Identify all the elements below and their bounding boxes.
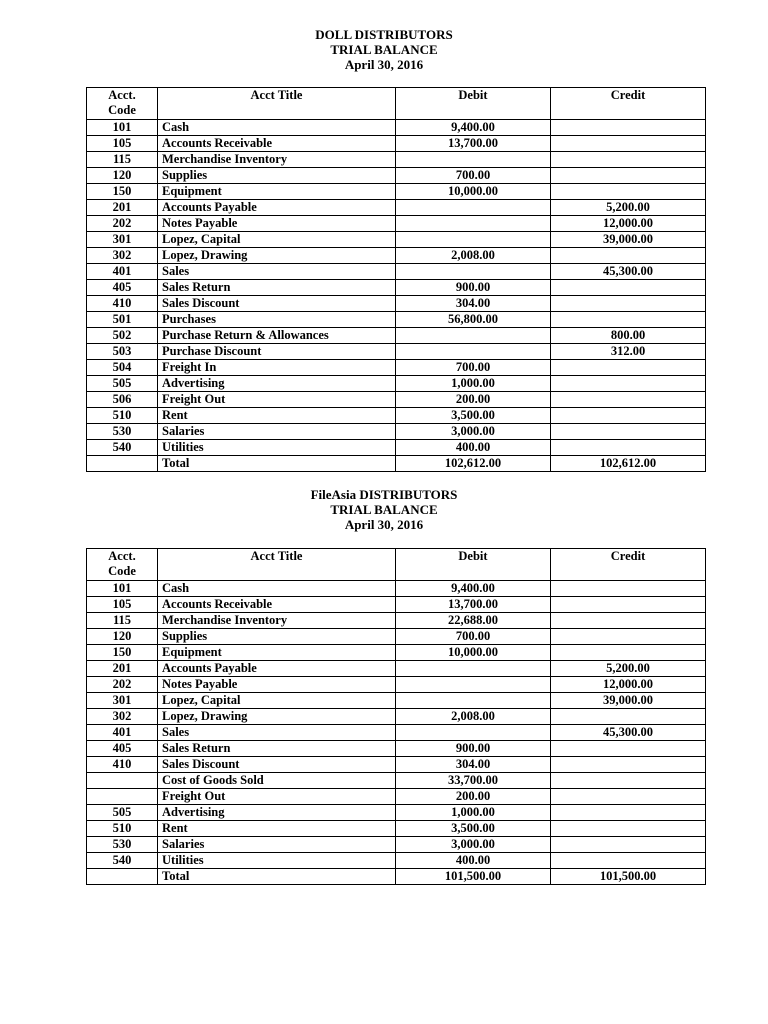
table-row [87, 629, 706, 645]
acct-code-cell: 505 [87, 376, 158, 392]
acct-code-cell: 401 [87, 725, 158, 741]
acct-title-cell: Cash [158, 120, 396, 136]
acct-code-cell: 201 [87, 661, 158, 677]
header-credit: Credit [551, 88, 706, 120]
company-name: DOLL DISTRIBUTORS [315, 27, 453, 42]
debit-cell: 33,700.00 [396, 773, 551, 789]
table-row [87, 837, 706, 853]
credit-cell: 312.00 [551, 344, 706, 360]
acct-title-cell: Lopez, Capital [158, 693, 396, 709]
table-row [87, 216, 706, 232]
acct-code-cell: 302 [87, 248, 158, 264]
table-header-row [87, 549, 706, 581]
table-row [87, 757, 706, 773]
acct-title-cell: Rent [158, 408, 396, 424]
credit-cell: 102,612.00 [551, 456, 706, 472]
acct-code-cell: 301 [87, 232, 158, 248]
acct-code-cell: 105 [87, 136, 158, 152]
credit-cell [551, 168, 706, 184]
credit-cell: 12,000.00 [551, 677, 706, 693]
acct-title-cell: Purchase Discount [158, 344, 396, 360]
acct-code-cell: 540 [87, 440, 158, 456]
table-row [87, 312, 706, 328]
debit-cell: 304.00 [396, 296, 551, 312]
table-row [87, 645, 706, 661]
debit-cell: 3,000.00 [396, 424, 551, 440]
table-row [87, 424, 706, 440]
credit-cell [551, 136, 706, 152]
table-row [87, 581, 706, 597]
credit-cell [551, 312, 706, 328]
debit-cell: 400.00 [396, 440, 551, 456]
acct-code-cell: 150 [87, 184, 158, 200]
credit-cell [551, 581, 706, 597]
credit-cell [551, 440, 706, 456]
debit-cell: 900.00 [396, 280, 551, 296]
acct-code-cell: 506 [87, 392, 158, 408]
acct-code-cell: 120 [87, 168, 158, 184]
debit-cell: 700.00 [396, 629, 551, 645]
debit-cell: 56,800.00 [396, 312, 551, 328]
acct-code-cell [87, 773, 158, 789]
acct-code-cell: 201 [87, 200, 158, 216]
debit-cell: 2,008.00 [396, 248, 551, 264]
header-acct-title: Acct Title [158, 549, 396, 581]
table-row [87, 376, 706, 392]
header-debit: Debit [396, 549, 551, 581]
table-row [87, 709, 706, 725]
header-acct-code [87, 549, 158, 581]
debit-cell: 700.00 [396, 360, 551, 376]
acct-title-cell: Advertising [158, 805, 396, 821]
debit-cell: 101,500.00 [396, 869, 551, 885]
table-row [87, 248, 706, 264]
credit-cell [551, 645, 706, 661]
acct-code-cell: 405 [87, 280, 158, 296]
table-row [87, 440, 706, 456]
debit-cell: 13,700.00 [396, 136, 551, 152]
table-row [87, 392, 706, 408]
table-row [87, 296, 706, 312]
table-row [87, 136, 706, 152]
credit-cell: 45,300.00 [551, 725, 706, 741]
credit-cell [551, 837, 706, 853]
report-heading-fileasia [0, 487, 768, 532]
credit-cell: 800.00 [551, 328, 706, 344]
acct-title-cell: Total [158, 869, 396, 885]
acct-title-cell: Advertising [158, 376, 396, 392]
table-row [87, 360, 706, 376]
header-acct-title: Acct Title [158, 88, 396, 120]
debit-cell: 3,500.00 [396, 821, 551, 837]
acct-title-cell: Cash [158, 581, 396, 597]
acct-code-cell: 401 [87, 264, 158, 280]
header-acct-code-label: Acct. Code [108, 549, 136, 578]
debit-cell: 22,688.00 [396, 613, 551, 629]
table-row [87, 280, 706, 296]
credit-cell [551, 773, 706, 789]
report-date: April 30, 2016 [344, 57, 424, 72]
credit-cell: 39,000.00 [551, 693, 706, 709]
debit-cell: 1,000.00 [396, 376, 551, 392]
credit-cell: 101,500.00 [551, 869, 706, 885]
acct-title-cell: Purchases [158, 312, 396, 328]
report-heading-doll [0, 27, 768, 72]
table-row [87, 693, 706, 709]
debit-cell: 700.00 [396, 168, 551, 184]
acct-code-cell: 115 [87, 613, 158, 629]
acct-code-cell: 405 [87, 741, 158, 757]
credit-cell: 39,000.00 [551, 232, 706, 248]
debit-cell [396, 725, 551, 741]
credit-cell [551, 248, 706, 264]
table-row [87, 184, 706, 200]
acct-code-cell: 503 [87, 344, 158, 360]
report-date: April 30, 2016 [344, 517, 424, 532]
acct-code-cell: 101 [87, 581, 158, 597]
total-row [87, 869, 706, 885]
header-acct-code [87, 88, 158, 120]
acct-title-cell: Accounts Receivable [158, 597, 396, 613]
acct-title-cell: Merchandise Inventory [158, 613, 396, 629]
debit-cell: 900.00 [396, 741, 551, 757]
credit-cell [551, 597, 706, 613]
debit-cell [396, 344, 551, 360]
table-row [87, 152, 706, 168]
acct-code-cell [87, 456, 158, 472]
table-header-row [87, 88, 706, 120]
table-row [87, 232, 706, 248]
acct-code-cell: 502 [87, 328, 158, 344]
company-name: FileAsia DISTRIBUTORS [310, 487, 458, 502]
table-row [87, 725, 706, 741]
credit-cell [551, 296, 706, 312]
acct-code-cell: 504 [87, 360, 158, 376]
debit-cell: 304.00 [396, 757, 551, 773]
acct-title-cell: Merchandise Inventory [158, 152, 396, 168]
acct-title-cell: Freight In [158, 360, 396, 376]
debit-cell: 10,000.00 [396, 645, 551, 661]
acct-code-cell: 115 [87, 152, 158, 168]
acct-code-cell [87, 869, 158, 885]
header-debit: Debit [396, 88, 551, 120]
credit-cell [551, 853, 706, 869]
debit-cell [396, 328, 551, 344]
acct-code-cell: 540 [87, 853, 158, 869]
credit-cell [551, 757, 706, 773]
acct-code-cell: 120 [87, 629, 158, 645]
acct-title-cell: Freight Out [158, 789, 396, 805]
table-row [87, 344, 706, 360]
debit-cell: 13,700.00 [396, 597, 551, 613]
acct-title-cell: Lopez, Drawing [158, 248, 396, 264]
debit-cell: 1,000.00 [396, 805, 551, 821]
header-credit: Credit [551, 549, 706, 581]
credit-cell [551, 629, 706, 645]
debit-cell: 3,500.00 [396, 408, 551, 424]
total-row [87, 456, 706, 472]
credit-cell [551, 360, 706, 376]
report-title: TRIAL BALANCE [330, 502, 438, 517]
table-row [87, 853, 706, 869]
debit-cell: 102,612.00 [396, 456, 551, 472]
debit-cell [396, 232, 551, 248]
acct-title-cell: Sales Discount [158, 757, 396, 773]
credit-cell: 5,200.00 [551, 661, 706, 677]
acct-code-cell: 410 [87, 757, 158, 773]
credit-cell [551, 821, 706, 837]
debit-cell: 200.00 [396, 392, 551, 408]
debit-cell [396, 152, 551, 168]
acct-title-cell: Utilities [158, 440, 396, 456]
debit-cell: 400.00 [396, 853, 551, 869]
acct-title-cell: Purchase Return & Allowances [158, 328, 396, 344]
table-row [87, 805, 706, 821]
credit-cell [551, 184, 706, 200]
table-row [87, 408, 706, 424]
acct-title-cell: Lopez, Capital [158, 232, 396, 248]
table-row [87, 328, 706, 344]
acct-title-cell: Sales [158, 264, 396, 280]
debit-cell [396, 677, 551, 693]
credit-cell [551, 789, 706, 805]
debit-cell [396, 661, 551, 677]
acct-title-cell: Accounts Payable [158, 200, 396, 216]
acct-code-cell: 530 [87, 424, 158, 440]
acct-code-cell [87, 789, 158, 805]
acct-code-cell: 510 [87, 821, 158, 837]
credit-cell [551, 392, 706, 408]
acct-title-cell: Supplies [158, 168, 396, 184]
credit-cell [551, 424, 706, 440]
trial-balance-table-fileasia [86, 548, 706, 885]
table-row [87, 200, 706, 216]
table-row [87, 661, 706, 677]
table-row [87, 120, 706, 136]
credit-cell [551, 408, 706, 424]
acct-title-cell: Sales Return [158, 280, 396, 296]
acct-code-cell: 510 [87, 408, 158, 424]
acct-code-cell: 202 [87, 216, 158, 232]
acct-code-cell: 501 [87, 312, 158, 328]
credit-cell: 12,000.00 [551, 216, 706, 232]
debit-cell: 3,000.00 [396, 837, 551, 853]
acct-code-cell: 505 [87, 805, 158, 821]
credit-cell [551, 709, 706, 725]
acct-title-cell: Sales Return [158, 741, 396, 757]
acct-title-cell: Equipment [158, 184, 396, 200]
table-row [87, 789, 706, 805]
table-row [87, 821, 706, 837]
debit-cell [396, 216, 551, 232]
debit-cell [396, 200, 551, 216]
acct-code-cell: 150 [87, 645, 158, 661]
acct-title-cell: Total [158, 456, 396, 472]
credit-cell [551, 152, 706, 168]
debit-cell [396, 693, 551, 709]
acct-title-cell: Sales Discount [158, 296, 396, 312]
acct-title-cell: Accounts Receivable [158, 136, 396, 152]
debit-cell: 9,400.00 [396, 581, 551, 597]
acct-code-cell: 105 [87, 597, 158, 613]
acct-title-cell: Notes Payable [158, 216, 396, 232]
credit-cell [551, 376, 706, 392]
acct-title-cell: Equipment [158, 645, 396, 661]
acct-title-cell: Lopez, Drawing [158, 709, 396, 725]
acct-title-cell: Rent [158, 821, 396, 837]
debit-cell [396, 264, 551, 280]
credit-cell [551, 280, 706, 296]
acct-title-cell: Salaries [158, 837, 396, 853]
credit-cell: 45,300.00 [551, 264, 706, 280]
debit-cell: 9,400.00 [396, 120, 551, 136]
table-row [87, 613, 706, 629]
table-row [87, 773, 706, 789]
acct-title-cell: Freight Out [158, 392, 396, 408]
acct-code-cell: 410 [87, 296, 158, 312]
acct-title-cell: Salaries [158, 424, 396, 440]
acct-title-cell: Utilities [158, 853, 396, 869]
table-row [87, 741, 706, 757]
acct-code-cell: 530 [87, 837, 158, 853]
acct-title-cell: Cost of Goods Sold [158, 773, 396, 789]
acct-title-cell: Supplies [158, 629, 396, 645]
table-row [87, 677, 706, 693]
header-acct-code-label: Acct. Code [108, 88, 136, 117]
credit-cell [551, 120, 706, 136]
report-title: TRIAL BALANCE [330, 42, 438, 57]
acct-code-cell: 101 [87, 120, 158, 136]
table-row [87, 597, 706, 613]
credit-cell [551, 613, 706, 629]
acct-title-cell: Accounts Payable [158, 661, 396, 677]
table-row [87, 264, 706, 280]
acct-code-cell: 301 [87, 693, 158, 709]
debit-cell: 200.00 [396, 789, 551, 805]
table-row [87, 168, 706, 184]
acct-title-cell: Notes Payable [158, 677, 396, 693]
credit-cell [551, 741, 706, 757]
debit-cell: 10,000.00 [396, 184, 551, 200]
acct-code-cell: 302 [87, 709, 158, 725]
credit-cell [551, 805, 706, 821]
acct-title-cell: Sales [158, 725, 396, 741]
acct-code-cell: 202 [87, 677, 158, 693]
credit-cell: 5,200.00 [551, 200, 706, 216]
debit-cell: 2,008.00 [396, 709, 551, 725]
trial-balance-table-doll [86, 87, 706, 472]
